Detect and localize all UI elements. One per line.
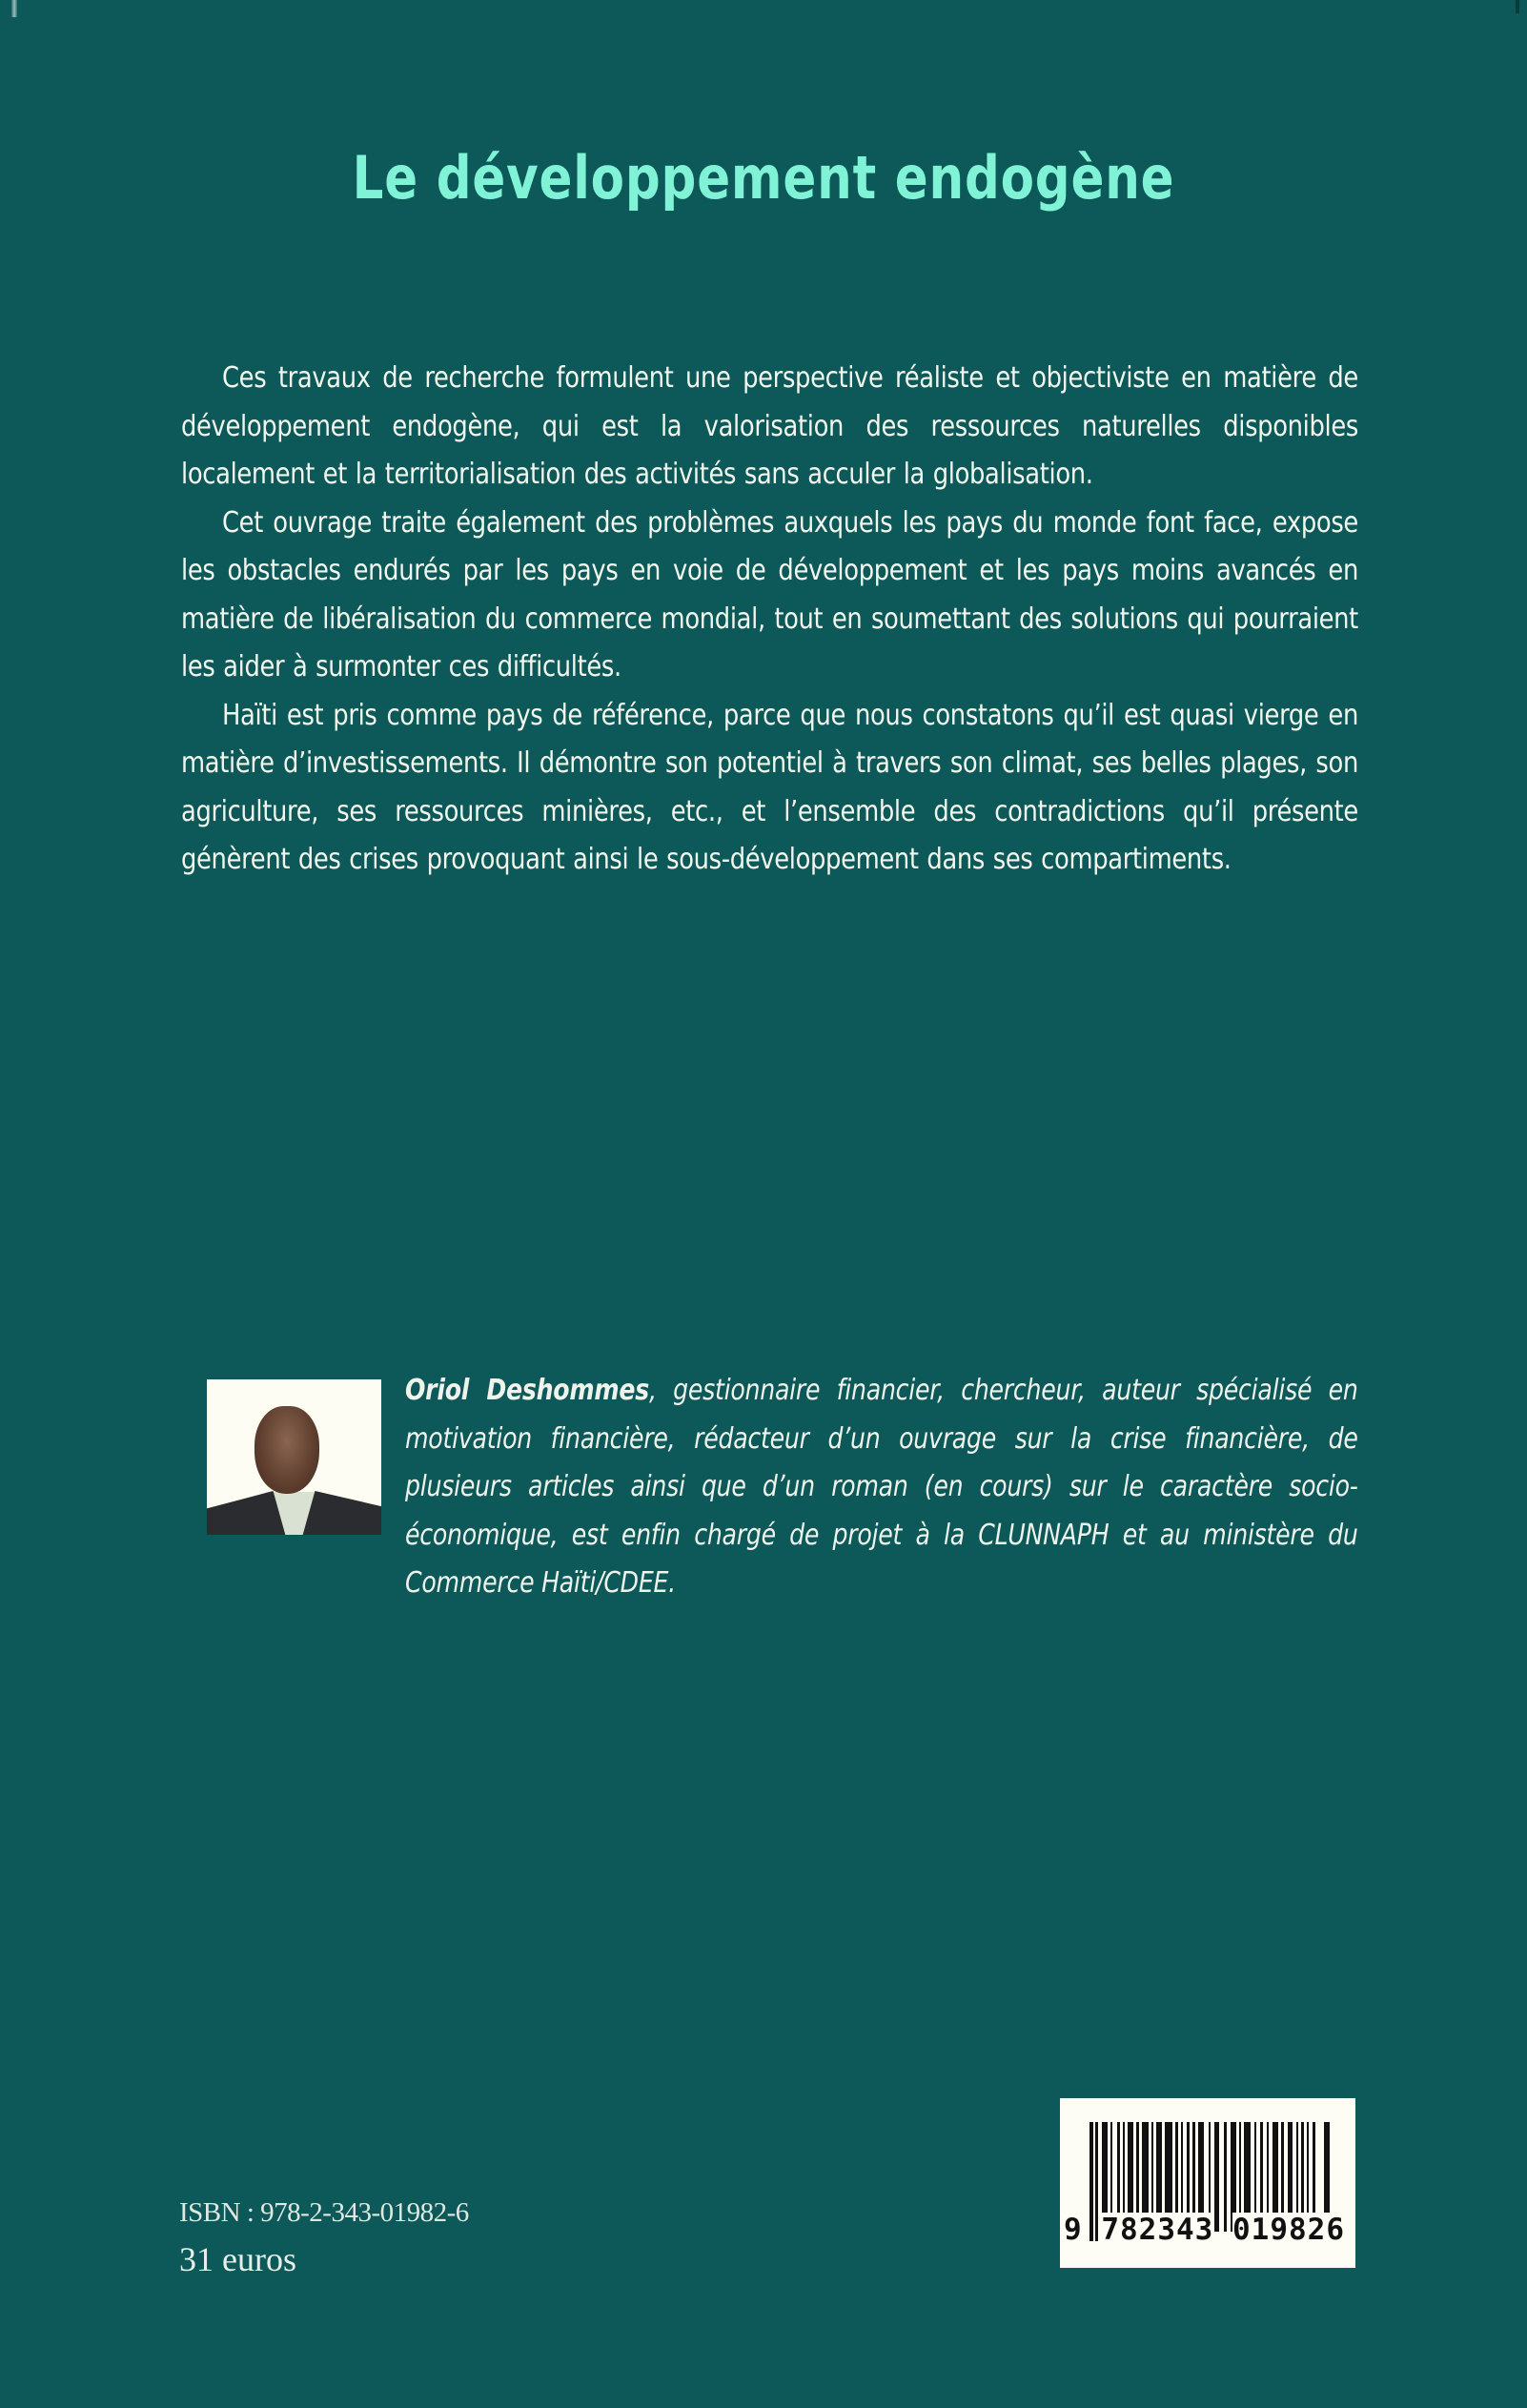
edge-mark [1516,0,1519,13]
photo-head [254,1406,319,1494]
author-bio-text: , gestionnaire financier, chercheur, auteur spécialisé en motivation financière, rédacteur d’un ouvrage sur la crise financière, de plusieurs articles ainsi que d’un roman (en cours) sur le caractère socio-économique, est enfin chargé de projet à la CLUNNAPH et au ministère du Commerce Haïti/CDEE. [405,1374,1358,1600]
blurb-paragraph: Haïti est pris comme pays de référence, parce que nous constatons qu’il est quasi vierge en matière d’investissements. Il démontre son potentiel à travers son climat, ses belles plages, son agriculture, ses ressources minières, etc., et l’ensemble des contradictions qu’il présente génèrent des crises provoquant ainsi le sous-développement dans ses compartiments. [181,698,1358,876]
book-title: Le développement endogène [352,143,1175,213]
blurb [181,355,1358,885]
blurb-paragraph: Cet ouvrage traite également des problèmes auxquels les pays du monde font face, expose les obstacles endurés par les pays en voie de développement et les pays moins avancés en matière de libéralisation du commerce mondial, tout en soumettant des solutions qui pourraient les aider à surmonter ces difficultés. [181,505,1358,684]
author-bio [405,1367,1358,1608]
author-photo [207,1379,381,1535]
barcode [1060,2098,1355,2268]
barcode-digit-left-group: 782343 [1101,2213,1214,2247]
barcode-digits [1064,2213,1350,2247]
price: 31 euros [179,2240,296,2278]
barcode-digit-right-group: 019826 [1232,2213,1345,2247]
barcode-digit-first: 9 [1064,2213,1083,2247]
author-name: Oriol Deshommes [405,1374,649,1407]
edge-mark [11,0,17,17]
blurb-paragraph: Ces travaux de recherche formulent une perspective réaliste et objectiviste en matière de développement endogène, qui est la valorisation des ressources naturelles disponibles localement et la territorialisation des activités sans acculer la globalisation. [181,361,1358,491]
isbn: ISBN : 978-2-343-01982-6 [179,2197,469,2228]
